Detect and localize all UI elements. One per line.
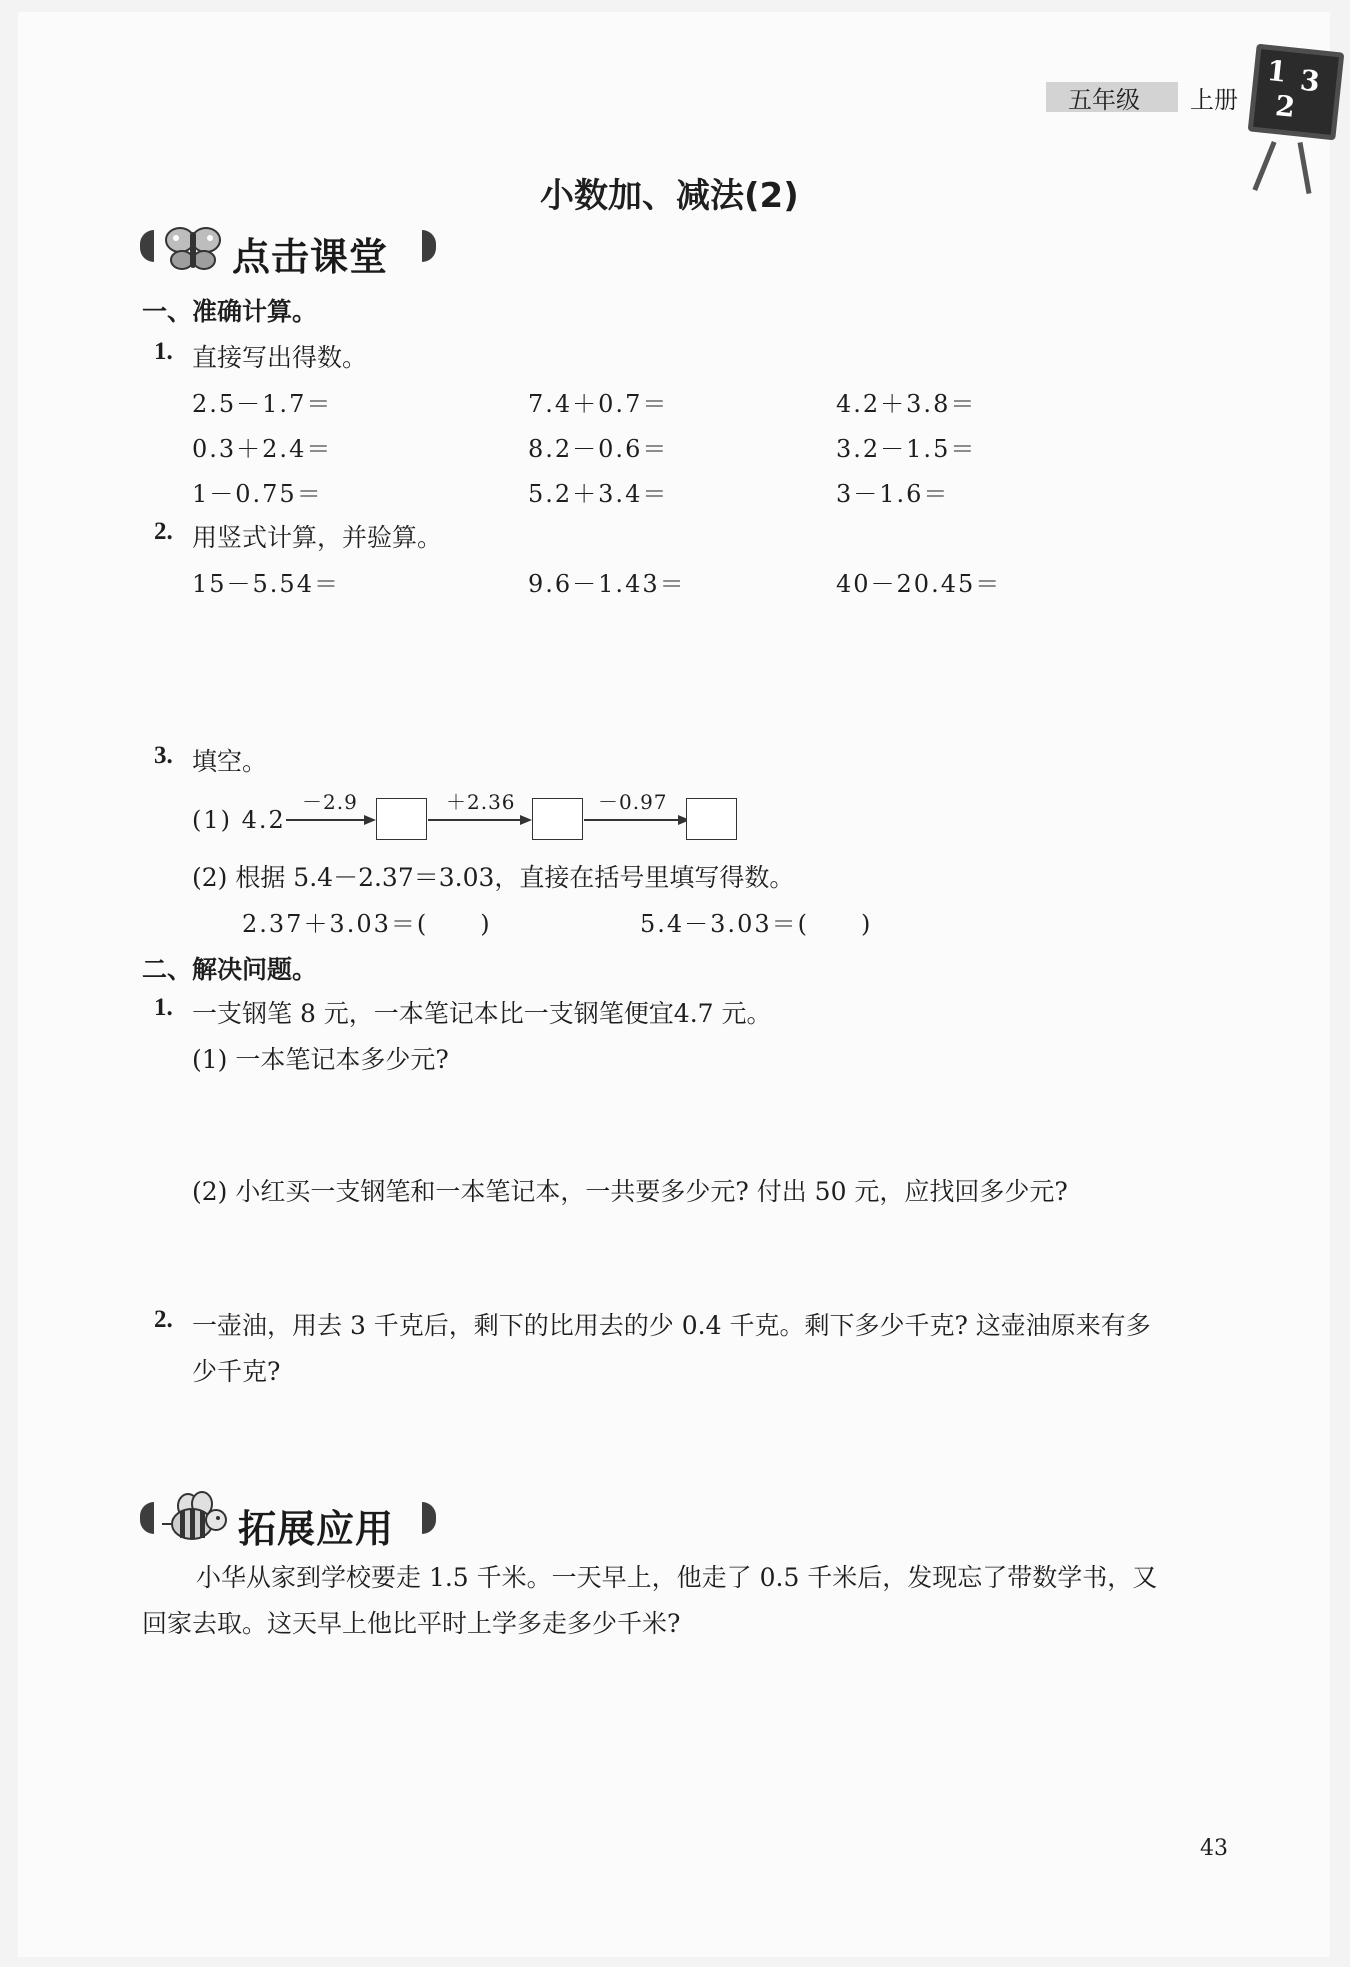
p2-q1-sub2: (2) 小红买一支钢笔和一本笔记本，一共要多少元? 付出 50 元，应找回多少元? xyxy=(192,1177,1068,1206)
chain-start: (1) 4.2 xyxy=(192,806,286,834)
volume-label: 上册 xyxy=(1190,86,1238,114)
blackboard-logo-icon xyxy=(1248,44,1345,141)
calc-r2-c2: 8.2－0.6＝ xyxy=(528,435,669,463)
page-title: 小数加、减法(2) xyxy=(540,176,799,216)
fill-blank-1[interactable]: 2.37＋3.03＝( ) xyxy=(242,910,492,938)
banner-cap-left xyxy=(140,1502,154,1534)
q2-number: 2. xyxy=(154,518,173,545)
answer-box-2[interactable] xyxy=(532,798,583,840)
p2-q2-number: 2. xyxy=(154,1306,173,1333)
logo-digit-2: 2 xyxy=(1273,89,1297,124)
p2-q1-text: 一支钢笔 8 元，一本笔记本比一支钢笔便宜4.7 元。 xyxy=(192,999,772,1028)
calc-r2-c3: 3.2－1.5＝ xyxy=(836,435,977,463)
logo-digit-3: 3 xyxy=(1298,63,1322,99)
bee-icon xyxy=(158,1490,230,1546)
q3-number: 3. xyxy=(154,742,173,769)
q1-text: 直接写出得数。 xyxy=(192,343,368,372)
p2-q2-line2: 少千克? xyxy=(192,1357,281,1386)
p2-q1-sub1: (1) 一本笔记本多少元? xyxy=(192,1045,449,1074)
q3-sub2-text: (2) 根据 5.4－2.37＝3.03，直接在括号里填写得数。 xyxy=(192,863,795,892)
calc-r3-c1: 1－0.75＝ xyxy=(192,480,323,508)
page-number: 43 xyxy=(1200,1836,1228,1861)
part2-heading: 二、解决问题。 xyxy=(142,955,318,984)
section-title-classroom: 点击课堂 xyxy=(232,235,389,279)
butterfly-icon xyxy=(162,222,224,274)
calc-r1-c2: 7.4＋0.7＝ xyxy=(528,390,669,418)
q2-text: 用竖式计算，并验算。 xyxy=(192,523,443,552)
chain-op-2: ＋2.36 xyxy=(446,790,516,814)
calc-r1-c1: 2.5－1.7＝ xyxy=(192,390,333,418)
section-title-extend: 拓展应用 xyxy=(238,1507,395,1551)
calc-r3-c2: 5.2＋3.4＝ xyxy=(528,480,669,508)
banner-cap-right xyxy=(422,1502,436,1534)
chain-arrow-3 xyxy=(584,819,680,821)
chain-op-3: －0.97 xyxy=(598,790,668,814)
answer-box-3[interactable] xyxy=(686,798,737,840)
logo-digit-1: 1 xyxy=(1265,53,1289,89)
vertical-calc-2: 9.6－1.43＝ xyxy=(528,570,686,598)
calc-r3-c3: 3－1.6＝ xyxy=(836,480,950,508)
chain-arrow-2 xyxy=(428,819,522,821)
q1-number: 1. xyxy=(154,338,173,365)
vertical-calc-3: 40－20.45＝ xyxy=(836,570,1002,598)
chain-arrow-1 xyxy=(286,819,366,821)
chain-op-1: －2.9 xyxy=(302,790,358,814)
chain-arrowhead-1 xyxy=(364,815,376,825)
vertical-calc-1: 15－5.54＝ xyxy=(192,570,340,598)
banner-cap-left xyxy=(140,230,154,262)
fill-blank-2[interactable]: 5.4－3.03＝( ) xyxy=(640,910,873,938)
banner-cap-right xyxy=(422,230,436,262)
part1-heading: 一、准确计算。 xyxy=(142,297,318,326)
p2-q2-line1: 一壶油，用去 3 千克后，剩下的比用去的少 0.4 千克。剩下多少千克? 这壶油原来有多 xyxy=(192,1311,1151,1340)
answer-box-1[interactable] xyxy=(376,798,427,840)
q3-text: 填空。 xyxy=(192,747,268,776)
extend-line1: 小华从家到学校要走 1.5 千米。一天早上，他走了 0.5 千米后，发现忘了带数学书，又 xyxy=(196,1563,1158,1592)
p2-q1-number: 1. xyxy=(154,994,173,1021)
section-banner-classroom xyxy=(140,222,440,279)
calc-r2-c1: 0.3＋2.4＝ xyxy=(192,435,333,463)
grade-label: 五年级 xyxy=(1068,86,1140,114)
extend-line2: 回家去取。这天早上他比平时上学多走多少千米? xyxy=(142,1609,681,1638)
chain-arrowhead-2 xyxy=(520,815,532,825)
calc-r1-c3: 4.2＋3.8＝ xyxy=(836,390,977,418)
section-banner-extend xyxy=(140,1494,440,1551)
